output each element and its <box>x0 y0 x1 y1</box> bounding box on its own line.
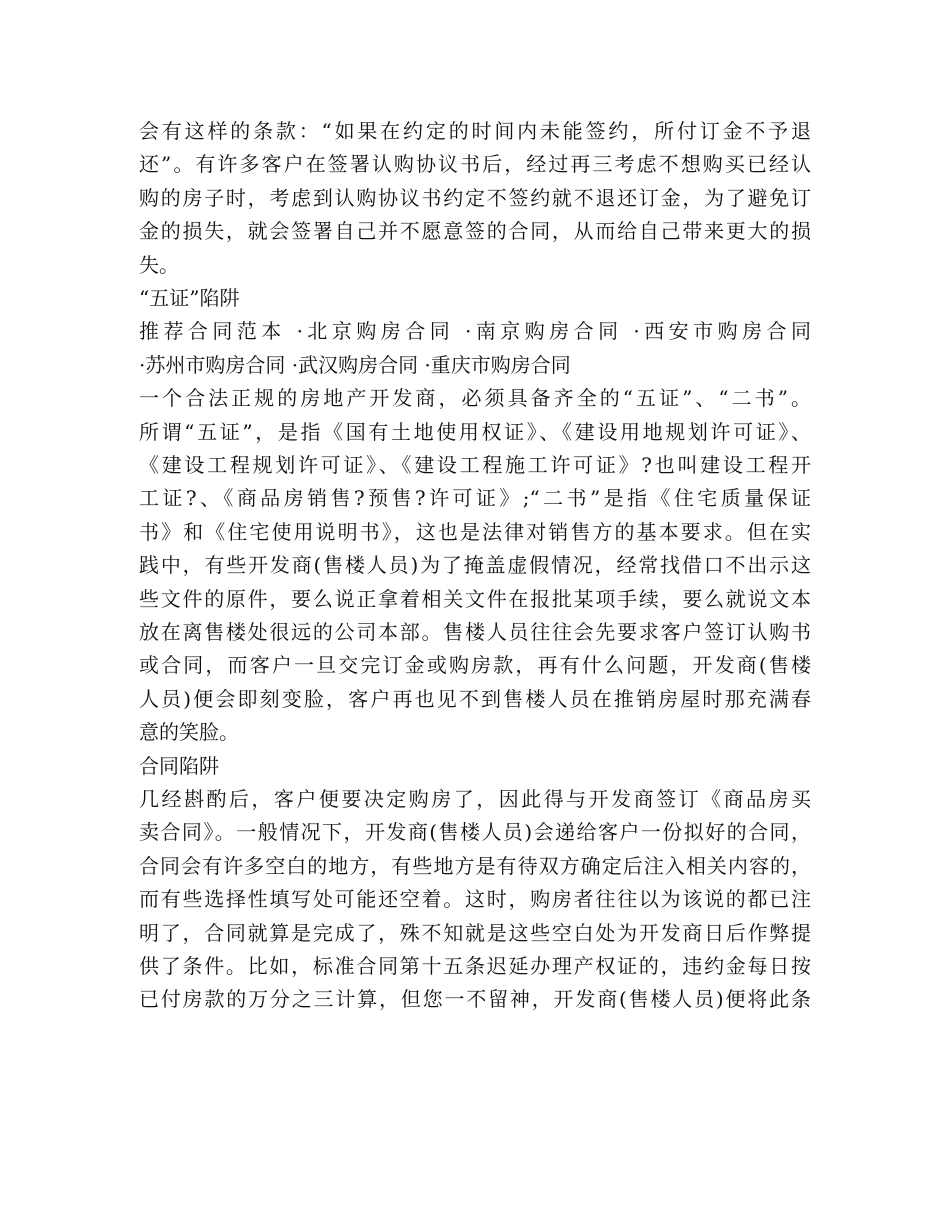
text-line: 推荐合同范本 ·北京购房合同 ·南京购房合同 ·西安市购房合同 <box>139 319 811 343</box>
text-line: 合同会有许多空白的地方，有些地方是有待双方确定后注入相关内容的， <box>139 854 811 878</box>
text-line: 人员)便会即刻变脸，客户再也见不到售楼人员在推销房屋时那充满春 <box>139 687 811 711</box>
text-line: 会有这样的条款：“如果在约定的时间内未能签约，所付订金不予退 <box>139 119 811 143</box>
text-line: 而有些选择性填写处可能还空着。这时，购房者往往以为该说的都已注 <box>139 887 811 911</box>
text-line: 践中，有些开发商(售楼人员)为了掩盖虚假情况，经常找借口不出示这 <box>139 553 811 577</box>
text-line: 卖合同》。一般情况下，开发商(售楼人员)会递给客户一份拟好的合同， <box>139 820 811 844</box>
text-line: 已付房款的万分之三计算，但您一不留神，开发商(售楼人员)便将此条 <box>139 987 811 1011</box>
text-line: “五证”陷阱 <box>139 286 240 310</box>
text-line: 意的笑脸。 <box>139 720 239 744</box>
text-line: 书》和《住宅使用说明书》，这也是法律对销售方的基本要求。但在实 <box>139 520 811 544</box>
text-line: 失。 <box>139 253 179 277</box>
text-line: 《建设工程规划许可证》、《建设工程施工许可证》?也叫建设工程开 <box>139 453 811 477</box>
text-line: 所谓“五证”，是指《国有土地使用权证》、《建设用地规划许可证》、 <box>139 420 811 444</box>
text-line: 放在离售楼处很远的公司本部。售楼人员往往会先要求客户签订认购书 <box>139 620 811 644</box>
text-line: 几经斟酌后，客户便要决定购房了，因此得与开发商签订《商品房买 <box>139 787 811 811</box>
text-line: 合同陷阱 <box>139 754 219 778</box>
text-line: ·苏州市购房合同 ·武汉购房合同 ·重庆市购房合同 <box>139 353 571 377</box>
text-line: 或合同，而客户一旦交完订金或购房款，再有什么问题，开发商(售楼 <box>139 653 811 677</box>
text-line: 金的损失，就会签署自己并不愿意签的合同，从而给自己带来更大的损 <box>139 219 811 243</box>
text-line: 些文件的原件，要么说正拿着相关文件在报批某项手续，要么就说文本 <box>139 587 811 611</box>
text-line: 购的房子时，考虑到认购协议书约定不签约就不退还订金，为了避免订 <box>139 186 811 210</box>
text-line: 工证?、《商品房销售?预售?许可证》;“二书”是指《住宅质量保证 <box>139 486 811 510</box>
text-line: 供了条件。比如，标准合同第十五条迟延办理产权证的，违约金每日按 <box>139 954 811 978</box>
text-line: 明了，合同就算是完成了，殊不知就是这些空白处为开发商日后作弊提 <box>139 921 811 945</box>
text-line: 还”。有许多客户在签署认购协议书后，经过再三考虑不想购买已经认 <box>139 152 811 176</box>
text-line: 一个合法正规的房地产开发商，必须具备齐全的“五证”、“二书”。 <box>139 386 811 410</box>
